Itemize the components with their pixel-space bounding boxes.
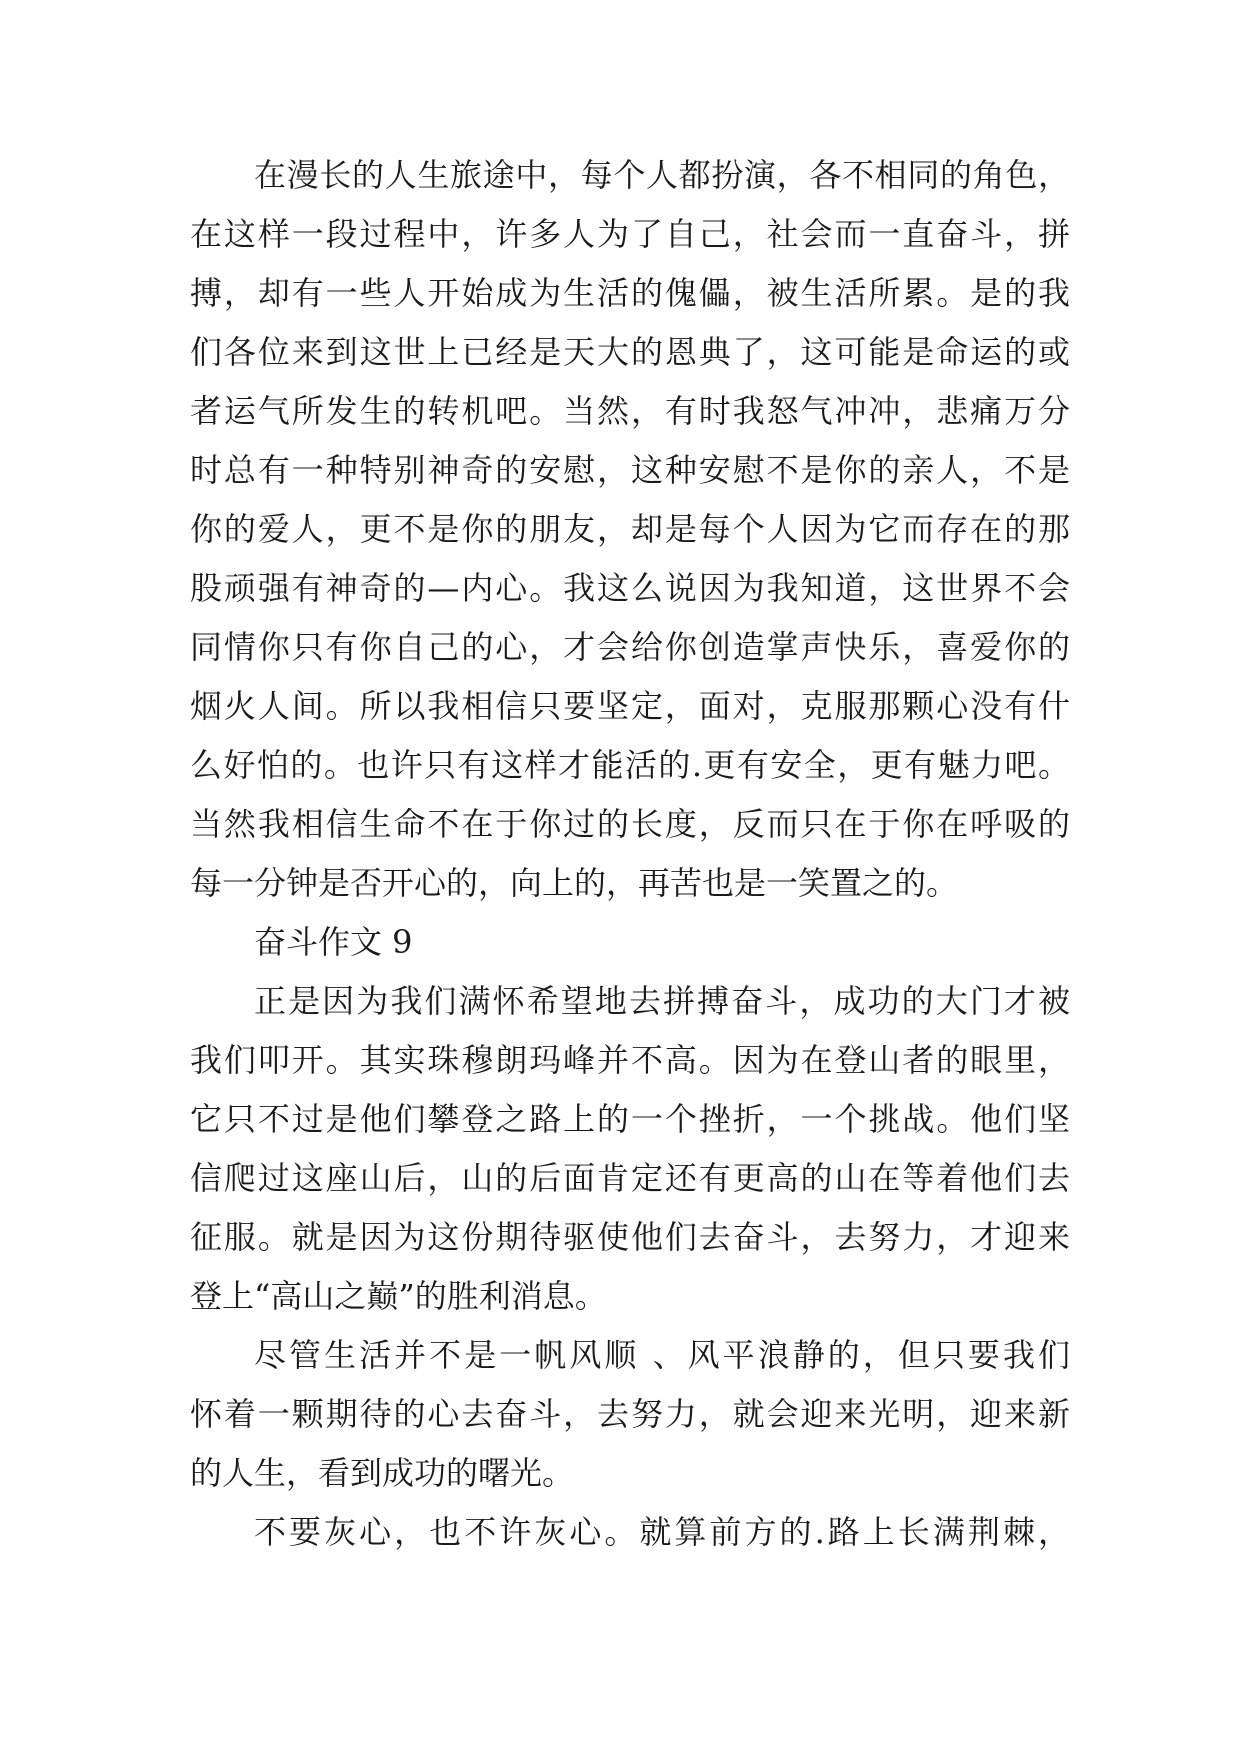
paragraph-line: 尽管生活并不是一帆风顺 、风平浪静的，但只要我们 [254,1336,1070,1374]
paragraph-line: 它只不过是他们攀登之路上的一个挫折，一个挑战。他们坚 [190,1100,1070,1138]
paragraph-line: 们各位来到这世上已经是天大的恩典了，这可能是命运的或 [190,333,1070,371]
paragraph-line: 正是因为我们满怀希望地去拼搏奋斗，成功的大门才被 [254,982,1070,1020]
paragraph-line: 同情你只有你自己的心，才会给你创造掌声快乐，喜爱你的 [190,628,1070,666]
paragraph-line: 在这样一段过程中，许多人为了自己，社会而一直奋斗，拼 [190,215,1070,253]
paragraph-line: 怀着一颗期待的心去奋斗，去努力，就会迎来光明，迎来新 [190,1395,1070,1433]
paragraph-line: 信爬过这座山后，山的后面肯定还有更高的山在等着他们去 [190,1159,1070,1197]
paragraph-line: 么好怕的。也许只有这样才能活的.更有安全，更有魅力吧。 [190,746,1070,784]
paragraph-line: 搏，却有一些人开始成为生活的傀儡，被生活所累。是的我 [190,274,1070,312]
paragraph-line: 者运气所发生的转机吧。当然，有时我怒气冲冲，悲痛万分 [190,392,1070,430]
paragraph-line: 征服。就是因为这份期待驱使他们去奋斗，去努力，才迎来 [190,1218,1070,1256]
paragraph-line: 每一分钟是否开心的，向上的，再苦也是一笑置之的。 [190,864,959,902]
paragraph-line: 烟火人间。所以我相信只要坚定，面对，克服那颗心没有什 [190,687,1070,725]
paragraph-line: 不要灰心，也不许灰心。就算前方的.路上长满荆棘， [254,1513,1070,1551]
paragraph-line: 当然我相信生命不在于你过的长度，反而只在于你在呼吸的 [190,805,1070,843]
paragraph-line: 登上“高山之巅”的胜利消息。 [190,1277,607,1315]
paragraph-line: 我们叩开。其实珠穆朗玛峰并不高。因为在登山者的眼里， [190,1041,1070,1079]
section-heading: 奋斗作文 9 [254,923,413,961]
paragraph-line: 在漫长的人生旅途中，每个人都扮演，各不相同的角色， [254,156,1070,194]
paragraph-line: 时总有一种特别神奇的安慰，这种安慰不是你的亲人，不是 [190,451,1070,489]
paragraph-line: 股顽强有神奇的—内心。我这么说因为我知道，这世界不会 [190,569,1070,607]
paragraph-line: 的人生，看到成功的曙光。 [190,1454,575,1492]
paragraph-line: 你的爱人，更不是你的朋友，却是每个人因为它而存在的那 [190,510,1070,548]
